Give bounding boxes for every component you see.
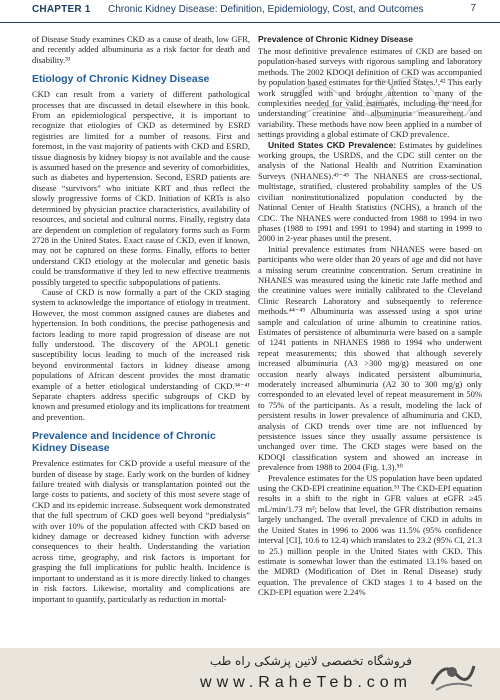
footer-url: www.RaheTeb.com [200,674,412,691]
paragraph: Cause of CKD is now formally a part of the CKD staging system to acknowledge the importance of etiology in treatment. However, the most common assigned causes are diabetes and hypertension. In both conditions, the precise pathogenesis and factors leading to more rapid progression of disease are not fully understood. The discovery of the APOL1 genetic susceptibility locus leading to much of the increased risk beyond environmental factors in kidney disease among populations of African descent provides the most dramatic example of a better etiological understanding of CKD.³⁴⁻⁴¹ Separate chapters address specific subgroups of CKD by known and presumed etiology and its implications for treatment and prevention. [32,286,250,422]
paragraph: The most definitive prevalence estimates of CKD are based on population-based surveys with rigorous sampling and laboratory methods. The 2002 KDOQI definition of CKD was accompanied by population based estimates for the United States.¹,⁴² This early work struggled with and brought attention to many of the complexities needed for valid estimates, including the need for understanding creatinine and albuminuria measurement and variability. These methods have now been applied in a number of settings providing a global estimate of CKD prevalence. [258,46,482,140]
chapter-label: CHAPTER 1 [32,4,91,15]
page-header [0,0,500,23]
paragraph-text: Estimates by guidelines working groups, the USRDS, and the CDC still center on the analysis of the National Health and Nutrition Examination Surveys (NHANES).⁴³⁻⁴⁵ The NHANES are cross-sectional, multistage, stratified, clustered probability samples of the US civilian noninstitutionalized population conducted by the National Center of Health Statistics (NCHS), a branch of the CDC. The NHANES were conducted from 1988 to 1994 in two phases (1988 to 1991 and 1991 to 1994) and starting in 1999 to 2000 in 2-year phases until the present. [258,139,482,244]
footer-store-name: فروشگاه تخصصی لاتین پزشکی راه طب [209,654,412,668]
paragraph: CKD can result from a variety of different pathological processes that are discussed in detail elsewhere in this book. From an epidemiological perspective, it is important to recognize that etiologies of CKD as determined by ESRD registries are limited for a number of reasons. First and foremost, in the vast majority of patients with CKD and ESRD, tissue diagnosis by kidney biopsy is not available and the cause is assumed based on the presence and severity of comorbidities, such as diabetes and hypertension. Second, ESRD patients are disease “survivors” who initiate KRT and thus reflect the slowly progressive forms of CKD. Initiation of KRTs is also determined by physician practice characteristics, availability of resources, and societal and cultural norms. Finally, registry data are dependent on completion of regulatory forms such as Form 2728 in the United States. Exact cause of CKD, even if known, may not be captured on these forms. Finally, efforts to better understand CKD etiology at the molecular and genetic basis could be transformative if they led to new effective treatments possibly targeted to specific subpopulations of patients. [32,89,250,287]
footer-banner [0,648,500,700]
subheading-prevalence-ckd: Prevalence of Chronic Kidney Disease [258,34,413,44]
chapter-title: Chronic Kidney Disease: Definition, Epidemiology, Cost, and Outcomes [108,4,424,15]
left-column [32,34,250,640]
paragraph [258,140,482,244]
right-column [258,34,482,640]
paragraph: of Disease Study examines CKD as a cause of death, low GFR, and recently added albuminuria as a risk factor for death and disability.³³ [32,34,250,65]
paragraph: Prevalence estimates for CKD provide a useful measure of the burden of disease by stage. Early work on the burden of kidney failure treated with dialysis or transplantation pointed out the large costs to patients, and society of this most severe stage of CKD and its epidemic increase. Subsequent work demonstrated that the full spectrum of CKD goes well beyond “predialysis” with over 10% of the population affected with CKD based on kidney damage or decreased kidney function with adverse consequences to their health. Understanding the variation across time, geography, and risk factors is important for grasping the full implications for public health. Incidence is important to understand as it is more directly linked to changes in risk factors. Likewise, mortality and complications are important to quantify, particularly as reduction in mortal- [32,458,250,604]
page-number: 7 [470,3,476,14]
section-heading-etiology: Etiology of Chronic Kidney Disease [32,73,210,86]
paragraph: Prevalence estimates for the US population have been updated using the CKD-EPI creatinine equation.⁵¹ The CKD-EPI equation results in a shift to the right in GFR values at eGFR ≥45 mL/min/1.73 m²; below that level, the GFR distribution remains largely unchanged. The overall prevalence of CKD in adults in the United States in 1996 to 2006 was 11.5% (95% confidence interval [CI], 10.6 to 12.4) which translates to 23.2 (95% CI, 21.3 to 25.) million people in the United States with CKD. This estimate is somewhat lower than the estimated 13.1% based on the MDRD (Modification of Diet in Renal Disease) study equation. The prevalence of CKD stages 1 to 4 based on the CKD-EPI equation were 2.24% [258,472,482,598]
paragraph: Initial prevalence estimates from NHANES were based on participants who were older than 20 years of age and did not have a missing serum creatinine concentration. Serum creatinine in NHANES was measured using the kinetic rate Jaffe method and the creatinine values were initially calibrated to the Cleveland Clinic Research Laboratory and subsequently to reference methods.⁴⁴⁻⁴⁹ Albuminuria was assessed using a spot urine sample and calculation of urine albumin to creatinine ratios. Estimates of persistence of albuminuria were based on a sample of 1241 patients in NHANES 1988 to 1994 who underwent repeat measurements; this showed that although severely increased albuminuria (A3 >300 mg/g) measured on one occasion nearly always indicated persistent albuminuria, moderately increased albuminuria (A2 30 to 300 mg/g) only corresponded to an elevated level of repeat measurement in 50% to 75% of the participants. As a result, modeling the lack of persistent results in lower prevalence of albuminuria and CKD, analysis of CKD trends over time are not influenced by persistence issues since they usually assume persistence is unchanged over time. The CKD stages were based on the KDOQI classification system and showed an increase in prevalence from 1988 to 2004 (Fig. 1.3).⁵⁰ [258,243,482,473]
store-logo-icon [426,654,478,694]
runin-heading-us: United States CKD Prevalence: [268,139,397,150]
section-heading-prevalence-incidence: Prevalence and Incidence of Chronic Kidney Disease [32,430,216,455]
